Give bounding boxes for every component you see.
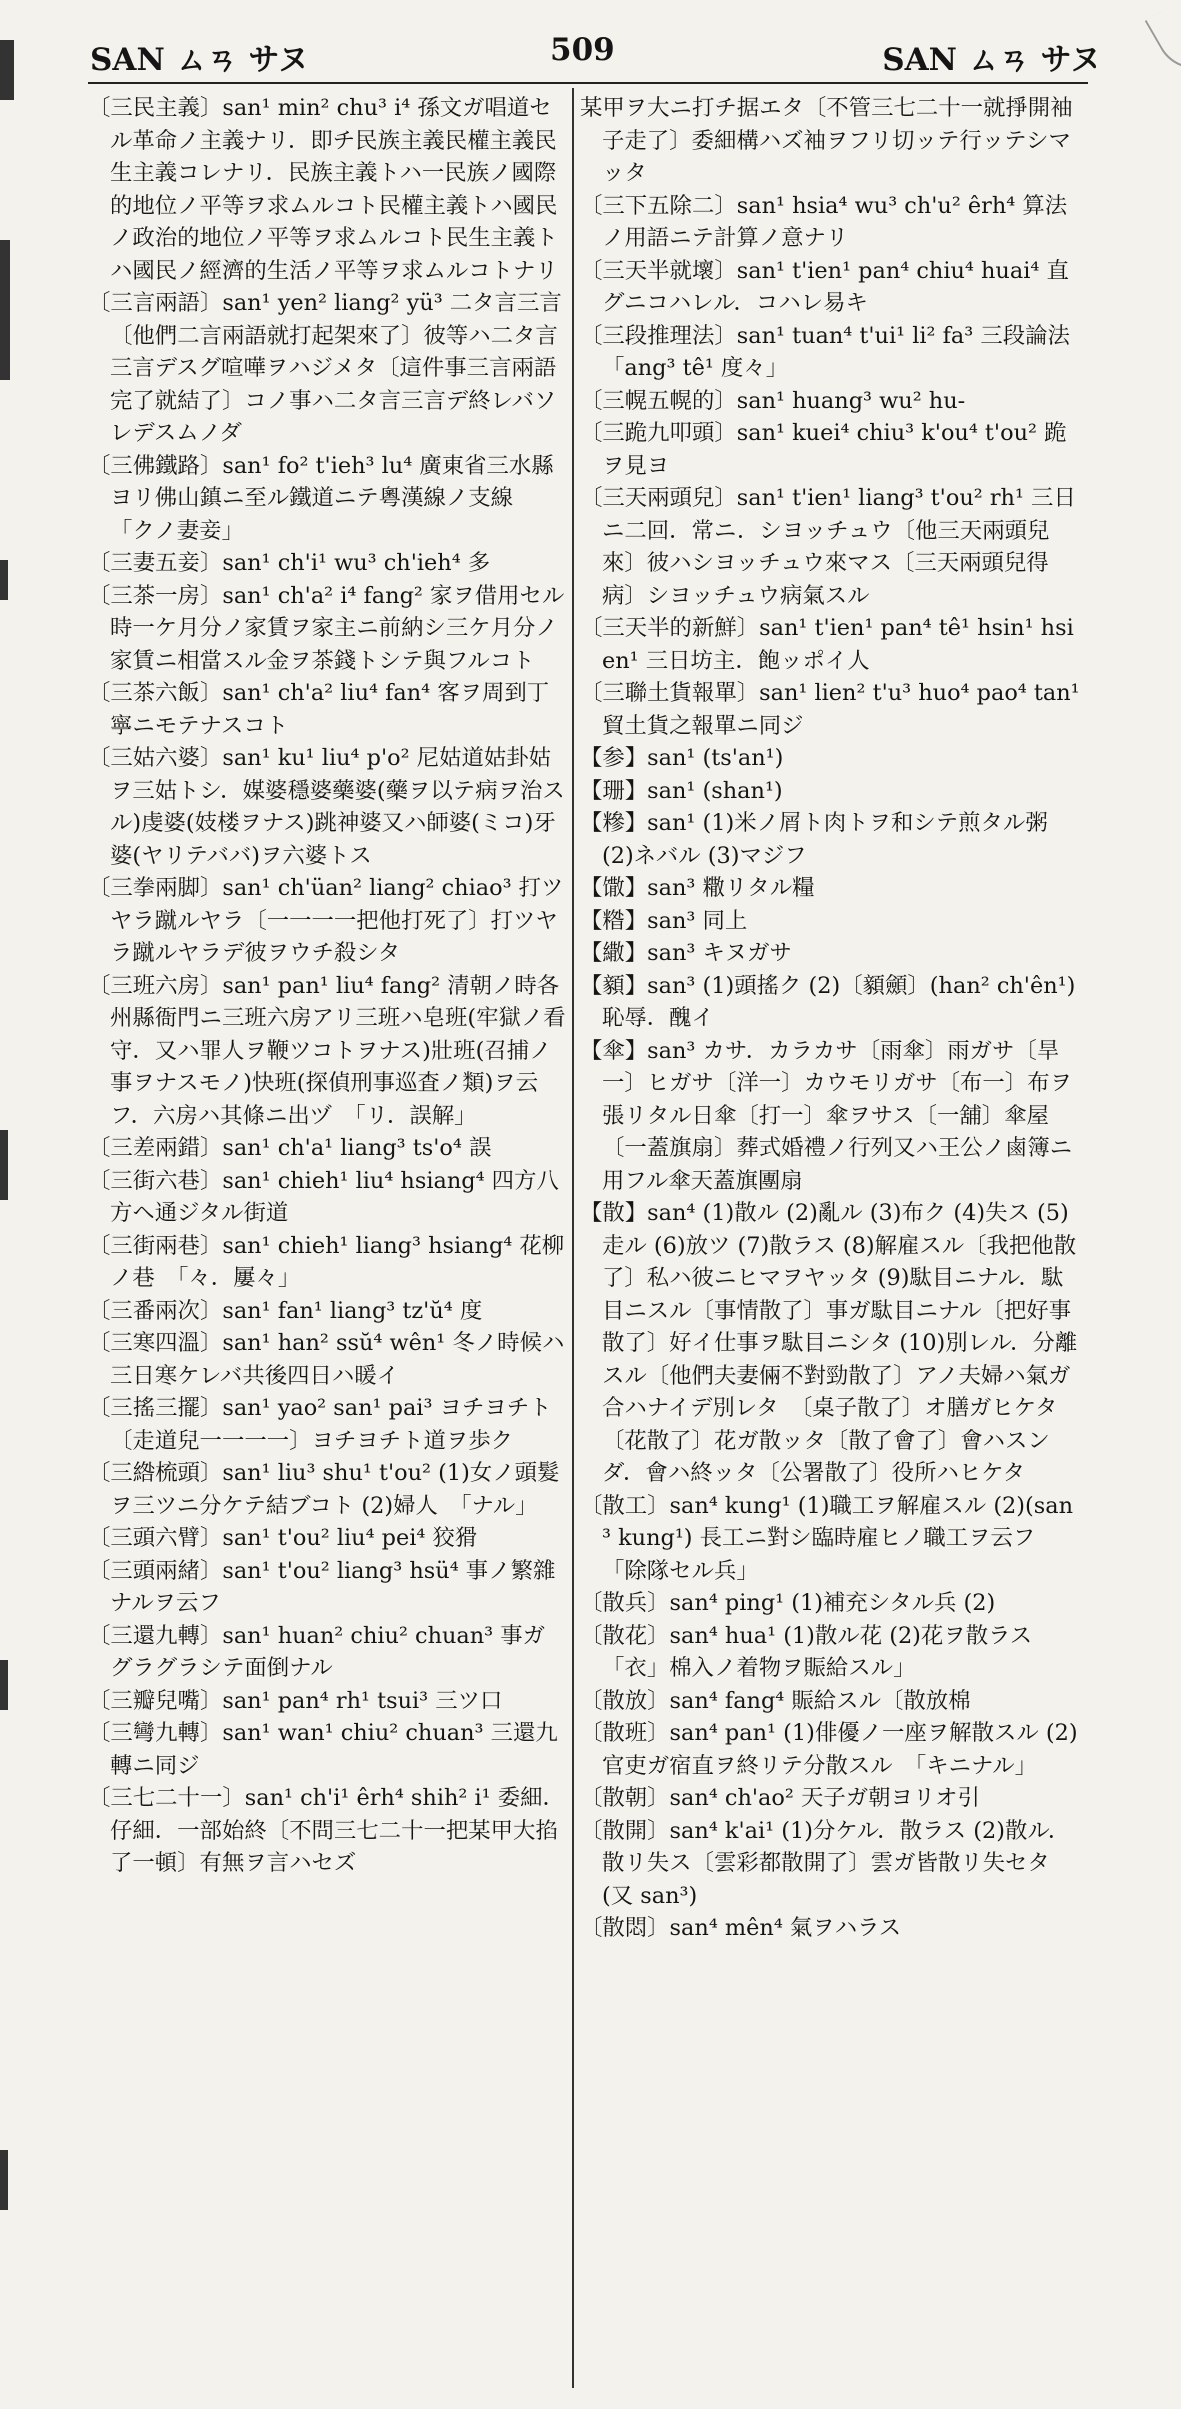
dictionary-entry: 〔三拳兩脚〕san¹ ch'üan² liang² chiao³ 打ツヤラ蹴ルヤラ〔一一一一把他打死了〕打ツヤラ蹴ルヤラデ彼ヲウチ殺シタ bbox=[88, 875, 564, 966]
dictionary-entry: 〔三頭六臂〕san¹ t'ou² liu⁴ pei⁴ 狡猾 bbox=[88, 1525, 478, 1551]
dictionary-entry: 〔三佛鐵路〕san¹ fo² t'ieh³ lu⁴ 廣東省三水縣ヨリ佛山鎮ニ至ル鐵道ニテ粵漢線ノ支線 「クノ妻妾」 bbox=[88, 452, 554, 544]
dictionary-entry: 〔三七二十一〕san¹ ch'i¹ êrh⁴ shih² i¹ 委細．仔細．一部始終〔不問三七二十一把某甲大掐了一頓〕有無ヲ言ハセズ bbox=[88, 1785, 565, 1876]
dictionary-entry: 【傘】san³ カサ．カラカサ〔雨傘〕雨ガサ〔旱一〕ヒガサ〔洋一〕カウモリガサ〔布一〕布ヲ張リタル日傘〔打一〕傘ヲサス〔一舖〕傘屋〔一蓋旗扇〕葬式婚禮ノ行列又ハ王公ノ鹵簿ニ用フル傘天蓋旗團扇 bbox=[580, 1037, 1073, 1194]
dictionary-entry: 【顡】san³ (1)頭搖ク (2)〔顡顩〕(han² ch'ên¹) 恥辱．醜イ bbox=[580, 972, 1076, 1031]
dictionary-entry: 〔三番兩次〕san¹ fan¹ liang³ tz'ŭ⁴ 度 bbox=[88, 1297, 483, 1324]
dictionary-entry: 〔散朝〕san⁴ ch'ao² 天子ガ朝ヨリオ引 bbox=[580, 1785, 980, 1811]
dictionary-entry: 〔三彎九轉〕san¹ wan¹ chiu² chuan³ 三還九轉ニ同ジ bbox=[88, 1720, 558, 1779]
dictionary-entry: 〔三下五除二〕san¹ hsia⁴ wu³ ch'u² êrh⁴ 算法ノ用語ニテ計算ノ意ナリ bbox=[580, 192, 1068, 251]
dictionary-entry: 【繖】san³ キヌガサ bbox=[580, 940, 792, 966]
running-head-left: SAN ㄙㄢ サヌ bbox=[90, 42, 309, 78]
dictionary-entry: 〔三搖三擺〕san¹ yao² san¹ pai³ ヨチヨチト〔走道兒一一一一〕ヨチヨチト道ヲ歩ク bbox=[88, 1395, 552, 1454]
page-corner-curl bbox=[1145, 0, 1181, 83]
column-divider bbox=[572, 88, 574, 2388]
dictionary-entry: 〔三幌五幌的〕san¹ huang³ wu² hu- bbox=[580, 387, 966, 414]
binding-edge-mark bbox=[0, 560, 8, 600]
dictionary-entry: 〔三還九轉〕san¹ huan² chiu² chuan³ 事ガグラグラシテ面倒ナル bbox=[88, 1622, 546, 1681]
dictionary-entry: 〔三天半就壞〕san¹ t'ien¹ pan⁴ chiu⁴ huai⁴ 直グニコハレル．コハレ易キ bbox=[580, 257, 1069, 316]
dictionary-entry: 〔散放〕san⁴ fang⁴ 賑給スル〔散放棉 bbox=[580, 1687, 971, 1714]
dictionary-entry: 〔三民主義〕san¹ min² chu³ i⁴ 孫文ガ唱道セル革命ノ主義ナリ．即チ民族主義民權主義民生主義コレナリ．民族主義トハ一民族ノ國際的地位ノ平等ヲ求ムルコト民權主義トハ國民ノ政治的地位ノ平等ヲ求ムルコト民生主義トハ國民ノ經濟的生活ノ平等ヲ求ムルコトナリ bbox=[88, 95, 558, 284]
dictionary-entry: 〔散工〕san⁴ kung¹ (1)職工ヲ解雇スル (2)(san³ kung¹) 長工ニ對シ臨時雇ヒノ職工ヲ云フ 「除隊セル兵」 bbox=[580, 1492, 1074, 1584]
dictionary-entry: 〔三街六巷〕san¹ chieh¹ liu⁴ hsiang⁴ 四方八方ヘ通ジタル街道 bbox=[88, 1167, 559, 1226]
binding-edge-mark bbox=[0, 40, 14, 100]
dictionary-entry: 【糌】san³ 同上 bbox=[580, 907, 748, 934]
dictionary-entry: 〔三言兩語〕san¹ yen² liang² yü³ 二タ言三言〔他們二言兩語就打起架來了〕彼等ハ二タ言三言デスグ喧嘩ヲハジメタ〔這件事三言兩語完了就結了〕コノ事ハ二タ言三言デ終レバソレデスムノダ bbox=[88, 290, 562, 446]
dictionary-entry: 【散】san⁴ (1)散ル (2)亂ル (3)布ク (4)失ス (5)走ル (6)放ツ (7)散ラス (8)解雇スル〔我把他散了〕私ハ彼ニヒマヲヤッタ (9)駄目ニナル．駄目ニスル〔事情散了〕事ガ駄目ニナル〔把好事散了〕好イ仕事ヲ駄目ニシタ (10)別レル．分離スル〔他們夫妻倆不對勁散了〕アノ夫婦ハ氣ガ合ハナイデ別レタ 〔桌子散了〕オ膳ガヒケタ〔花散了〕花ガ散ッタ〔散了會了〕會ハスンダ．會ハ終ッタ〔公署散了〕役所ハヒケタ bbox=[580, 1200, 1078, 1486]
dictionary-entry: 【参】san¹ (ts'an¹) bbox=[580, 745, 784, 771]
dictionary-entry: 〔三茶六飯〕san¹ ch'a² liu⁴ fan⁴ 客ヲ周到丁寧ニモテナスコト bbox=[88, 680, 550, 739]
dictionary-entry: 〔散兵〕san⁴ ping¹ (1)補充シタル兵 (2) bbox=[580, 1590, 996, 1616]
dictionary-entry: 【馓】san³ 糤リタル糧 bbox=[580, 875, 815, 901]
dictionary-entry: 〔三段推理法〕san¹ tuan⁴ t'ui¹ li² fa³ 三段論法 「ang³ tê¹ 度々」 bbox=[580, 322, 1093, 381]
dictionary-entry: 〔散悶〕san⁴ mên⁴ 氣ヲハラス bbox=[580, 1915, 902, 1941]
dictionary-entry: 〔三綹梳頭〕san¹ liu³ shu¹ t'ou² (1)女ノ頭髮ヲ三ツニ分ケテ結ブコト (2)婦人 「ナル」 bbox=[88, 1460, 560, 1519]
dictionary-entry: 【糝】san¹ (1)米ノ屑ト肉トヲ和シテ煎タル粥 (2)ネバル (3)マジフ bbox=[580, 810, 1048, 869]
page-number: 509 bbox=[550, 32, 615, 68]
binding-edge-mark bbox=[0, 240, 10, 380]
running-head-right: SAN ㄙㄢ サヌ bbox=[882, 42, 1101, 78]
dictionary-entry: 〔散開〕san⁴ k'ai¹ (1)分ケル．散ラス (2)散ル．散リ失ス〔雲彩都散開了〕雲ガ皆散リ失セタ (又 san³) bbox=[580, 1817, 1071, 1909]
dictionary-entry: 〔三天兩頭兒〕san¹ t'ien¹ liang³ t'ou² rh¹ 三日ニ二回．常ニ．シヨッチュウ〔他三天兩頭兒來〕彼ハシヨッチュウ來マス〔三天兩頭兒得病〕シヨッチュウ病氣スル bbox=[580, 485, 1076, 609]
dictionary-entry: 〔三班六房〕san¹ pan¹ liu⁴ fang² 清朝ノ時各州縣衙門ニ三班六房アリ三班ハ皂班(牢獄ノ看守．又ハ罪人ヲ鞭ツコトヲナス)壯班(召捕ノ事ヲナスモノ)快班(探偵刑事巡査ノ類)ヲ云フ．六房ハ其條ニ出ヅ 「リ．誤解」 bbox=[88, 972, 566, 1129]
dictionary-entry: 【珊】san¹ (shan¹) bbox=[580, 777, 783, 804]
page-header bbox=[90, 28, 1141, 78]
dictionary-entry: 〔三頭兩緒〕san¹ t'ou² liang³ hsü⁴ 事ノ繁雜ナルヲ云フ bbox=[88, 1557, 556, 1616]
dictionary-entry: 〔三差兩錯〕san¹ ch'a¹ liang³ ts'o⁴ 誤 bbox=[88, 1135, 492, 1161]
dictionary-entry: 〔三茶一房〕san¹ ch'a² i⁴ fang² 家ヲ借用セル時一ケ月分ノ家賃ヲ家主ニ前納シ三ケ月分ノ家賃ニ相當スル金ヲ茶錢トシテ與フルコト bbox=[88, 582, 565, 674]
binding-edge-mark bbox=[0, 1130, 8, 1200]
binding-edge-mark bbox=[0, 1660, 8, 1710]
right-column bbox=[580, 92, 1093, 1945]
dictionary-entry: 〔三街兩巷〕san¹ chieh¹ liang³ hsiang⁴ 花柳ノ巷 「々．屢々」 bbox=[88, 1232, 565, 1291]
dictionary-entry: 〔散班〕san⁴ pan¹ (1)俳優ノ一座ヲ解散スル (2)官吏ガ宿直ヲ終リテ分散スル 「キニナル」 bbox=[580, 1720, 1078, 1779]
dictionary-entry: 〔散花〕san⁴ hua¹ (1)散ル花 (2)花ヲ散ラス 「衣」棉入ノ着物ヲ賑給スル」 bbox=[580, 1622, 1055, 1681]
dictionary-entry: 某甲ヲ大ニ打チ据エタ〔不管三七二十一就掙開袖子走了〕委細構ハズ袖ヲフリ切ッテ行ッテシマッタ bbox=[580, 95, 1073, 186]
binding-edge-mark bbox=[0, 2150, 8, 2210]
dictionary-entry: 〔三瓣兒嘴〕san¹ pan⁴ rh¹ tsui³ 三ツ口 bbox=[88, 1687, 503, 1714]
dictionary-entry: 〔三姑六婆〕san¹ ku¹ liu⁴ p'o² 尼姑道姑卦姑ヲ三姑トシ．媒婆穩婆藥婆(藥ヲ以テ病ヲ治スル)虔婆(妓楼ヲナス)跳神婆又ハ師婆(ミコ)牙婆(ヤリテババ)ヲ六婆トス bbox=[88, 745, 565, 869]
dictionary-entry: 〔三寒四溫〕san¹ han² ssŭ⁴ wên¹ 冬ノ時候ハ三日寒ケレバ共後四日ハ暖イ bbox=[88, 1330, 565, 1389]
header-rule bbox=[88, 82, 1088, 84]
dictionary-entry: 〔三天半的新鮮〕san¹ t'ien¹ pan⁴ tê¹ hsin¹ hsien¹ 三日坊主．飽ッポイ人 bbox=[580, 615, 1074, 674]
left-column bbox=[88, 92, 566, 1880]
dictionary-entry: 〔三妻五妾〕san¹ ch'i¹ wu³ ch'ieh⁴ 多 bbox=[88, 550, 491, 576]
dictionary-entry: 〔三聯土貨報單〕san¹ lien² t'u³ huo⁴ pao⁴ tan¹ 貿土貨之報單ニ同ジ bbox=[580, 680, 1080, 739]
dictionary-entry: 〔三跪九叩頭〕san¹ kuei⁴ chiu³ k'ou⁴ t'ou² 跪ヲ見ヨ bbox=[580, 420, 1067, 479]
